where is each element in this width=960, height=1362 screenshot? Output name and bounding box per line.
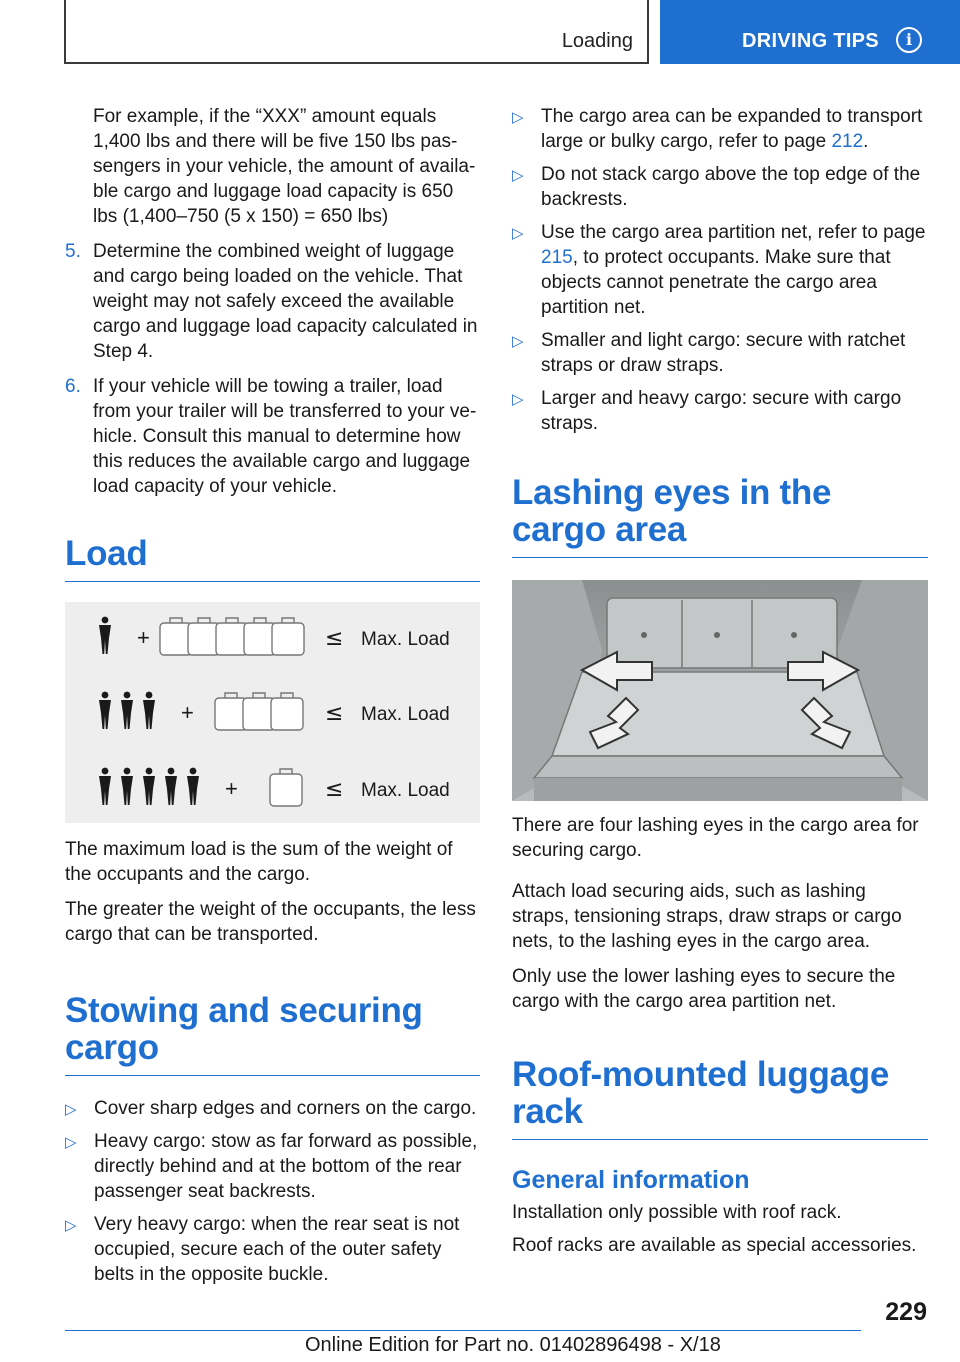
plus-sign: + [225,776,238,801]
bullet-triangle-icon: ▷ [512,225,524,242]
example-paragraph: For example, if the “XXX” amount equals 1,400 lbs and there will be five 150 lbs pas-sengers in your vehicle, the amount of availa-ble cargo and luggage load capacity is 650 lbs (1,400–750 (5 x 150) = 650 lbs) [93,106,476,227]
step-number: 6. [65,376,81,397]
person-icon [121,768,133,805]
list-item: ▷ Larger and heavy cargo: secure with cargo straps. [512,388,902,434]
page-link-215[interactable]: 215 [541,247,573,268]
step-6 [65,374,480,499]
step-text: Determine the combined weight of luggage and cargo being loaded on the vehicle. That weight may not safely exceed the available cargo and luggage load capacity calculated in Step 4. [93,241,478,362]
lashing-paragraph-1: There are four lashing eyes in the cargo area for securing cargo. [512,815,919,861]
list-item: ▷ The cargo area can be expanded to transport large or bulky cargo, refer to page 212. [512,106,923,152]
luggage-icon [272,618,304,655]
info-icon: i [896,27,922,53]
person-icon [187,768,199,805]
person-icon [99,768,111,805]
edition-note: Online Edition for Part no. 01402896498 - X/18 [305,1334,721,1356]
lashing-eyes-heading: Lashing eyes in the cargo area [512,474,928,558]
plus-sign: + [181,700,194,725]
roof-paragraph-1: Installation only possible with roof rack. [512,1202,842,1223]
bullet-triangle-icon: ▷ [512,109,524,126]
lashing-paragraph-2: Attach load securing aids, such as lashing straps, tensioning straps, draw straps or cargo nets, to the lashing eyes in the cargo area. [512,881,902,952]
bullet-triangle-icon: ▷ [65,1217,77,1234]
bullet-triangle-icon: ▷ [512,333,524,350]
person-icon [143,692,155,729]
luggage-icon [243,693,275,730]
chapter-tab[interactable] [660,0,960,64]
list-item: ▷ Very heavy cargo: when the rear seat is not occupied, secure each of the outer safety belts in the opposite buckle. [65,1214,460,1285]
page-link-212[interactable]: 212 [831,131,864,152]
header-section-box [64,0,649,64]
person-icon [143,768,155,805]
cargo-area-lashing-eyes-illustration [512,580,928,801]
bullet-triangle-icon: ▷ [65,1101,77,1118]
roof-paragraph-2: Roof racks are available as special accessories. [512,1235,917,1256]
step-number: 5. [65,241,81,262]
plus-sign: + [137,625,150,650]
less-or-equal-sign: ≤ [325,777,344,802]
step-5 [65,239,480,364]
person-icon [99,617,111,654]
max-load-label: Max. Load [361,780,450,801]
max-load-label: Max. Load [361,629,450,650]
footer-rule [65,1330,861,1331]
lashing-paragraph-3: Only use the lower lashing eyes to secure the cargo with the cargo area partition net. [512,966,896,1012]
left-column [65,104,480,1295]
chapter-tab-label: DRIVING TIPS [742,30,879,52]
max-load-label: Max. Load [361,704,450,725]
list-item: ▷ Cover sharp edges and corners on the cargo. [65,1096,480,1121]
less-or-equal-sign: ≤ [325,626,344,651]
list-item: ▷ Do not stack cargo above the top edge of the backrests. [512,164,921,210]
luggage-icon [216,618,248,655]
page-number: 229 [885,1298,927,1326]
luggage-icon [188,618,220,655]
luggage-icon [160,618,192,655]
bullet-triangle-icon: ▷ [65,1134,77,1151]
list-item: ▷ Smaller and light cargo: secure with ratchet straps or draw straps. [512,330,906,376]
step-text: If your vehicle will be towing a trailer, load from your trailer will be transferred to your ve-hicle. Consult this manual to determine how this reduces the available cargo and luggage load capacity of your vehicle. [93,376,477,497]
bullet-triangle-icon: ▷ [512,391,524,408]
max-load-diagram [65,602,480,823]
luggage-icon [244,618,276,655]
luggage-icon [270,769,302,806]
load-paragraph-2: The greater the weight of the occupants, the less cargo that can be transported. [65,899,476,945]
luggage-icon [215,693,247,730]
load-heading: Load [65,535,480,582]
list-item: ▷ Heavy cargo: stow as far forward as possible, directly behind and at the bottom of the rear passenger seat backrests. [65,1131,478,1202]
person-icon [121,692,133,729]
bullet-triangle-icon: ▷ [512,167,524,184]
stowing-list [65,1096,480,1287]
person-icon [99,692,111,729]
luggage-icon [271,693,303,730]
person-icon [165,768,177,805]
load-paragraph-1: The maximum load is the sum of the weight of the occupants and the cargo. [65,839,453,885]
stowing-heading: Stowing and securing cargo [65,992,480,1076]
roof-rack-heading: Roof-mounted luggage rack [512,1056,928,1140]
general-information-heading: General information [512,1166,750,1194]
header-section-title: Loading [561,30,633,52]
less-or-equal-sign: ≤ [325,701,344,726]
right-column [512,104,928,1268]
list-item: ▷ Use the cargo area partition net, refer to page 215, to protect occupants. Make sure that objects cannot penetrate the cargo area partition net. [512,222,926,318]
